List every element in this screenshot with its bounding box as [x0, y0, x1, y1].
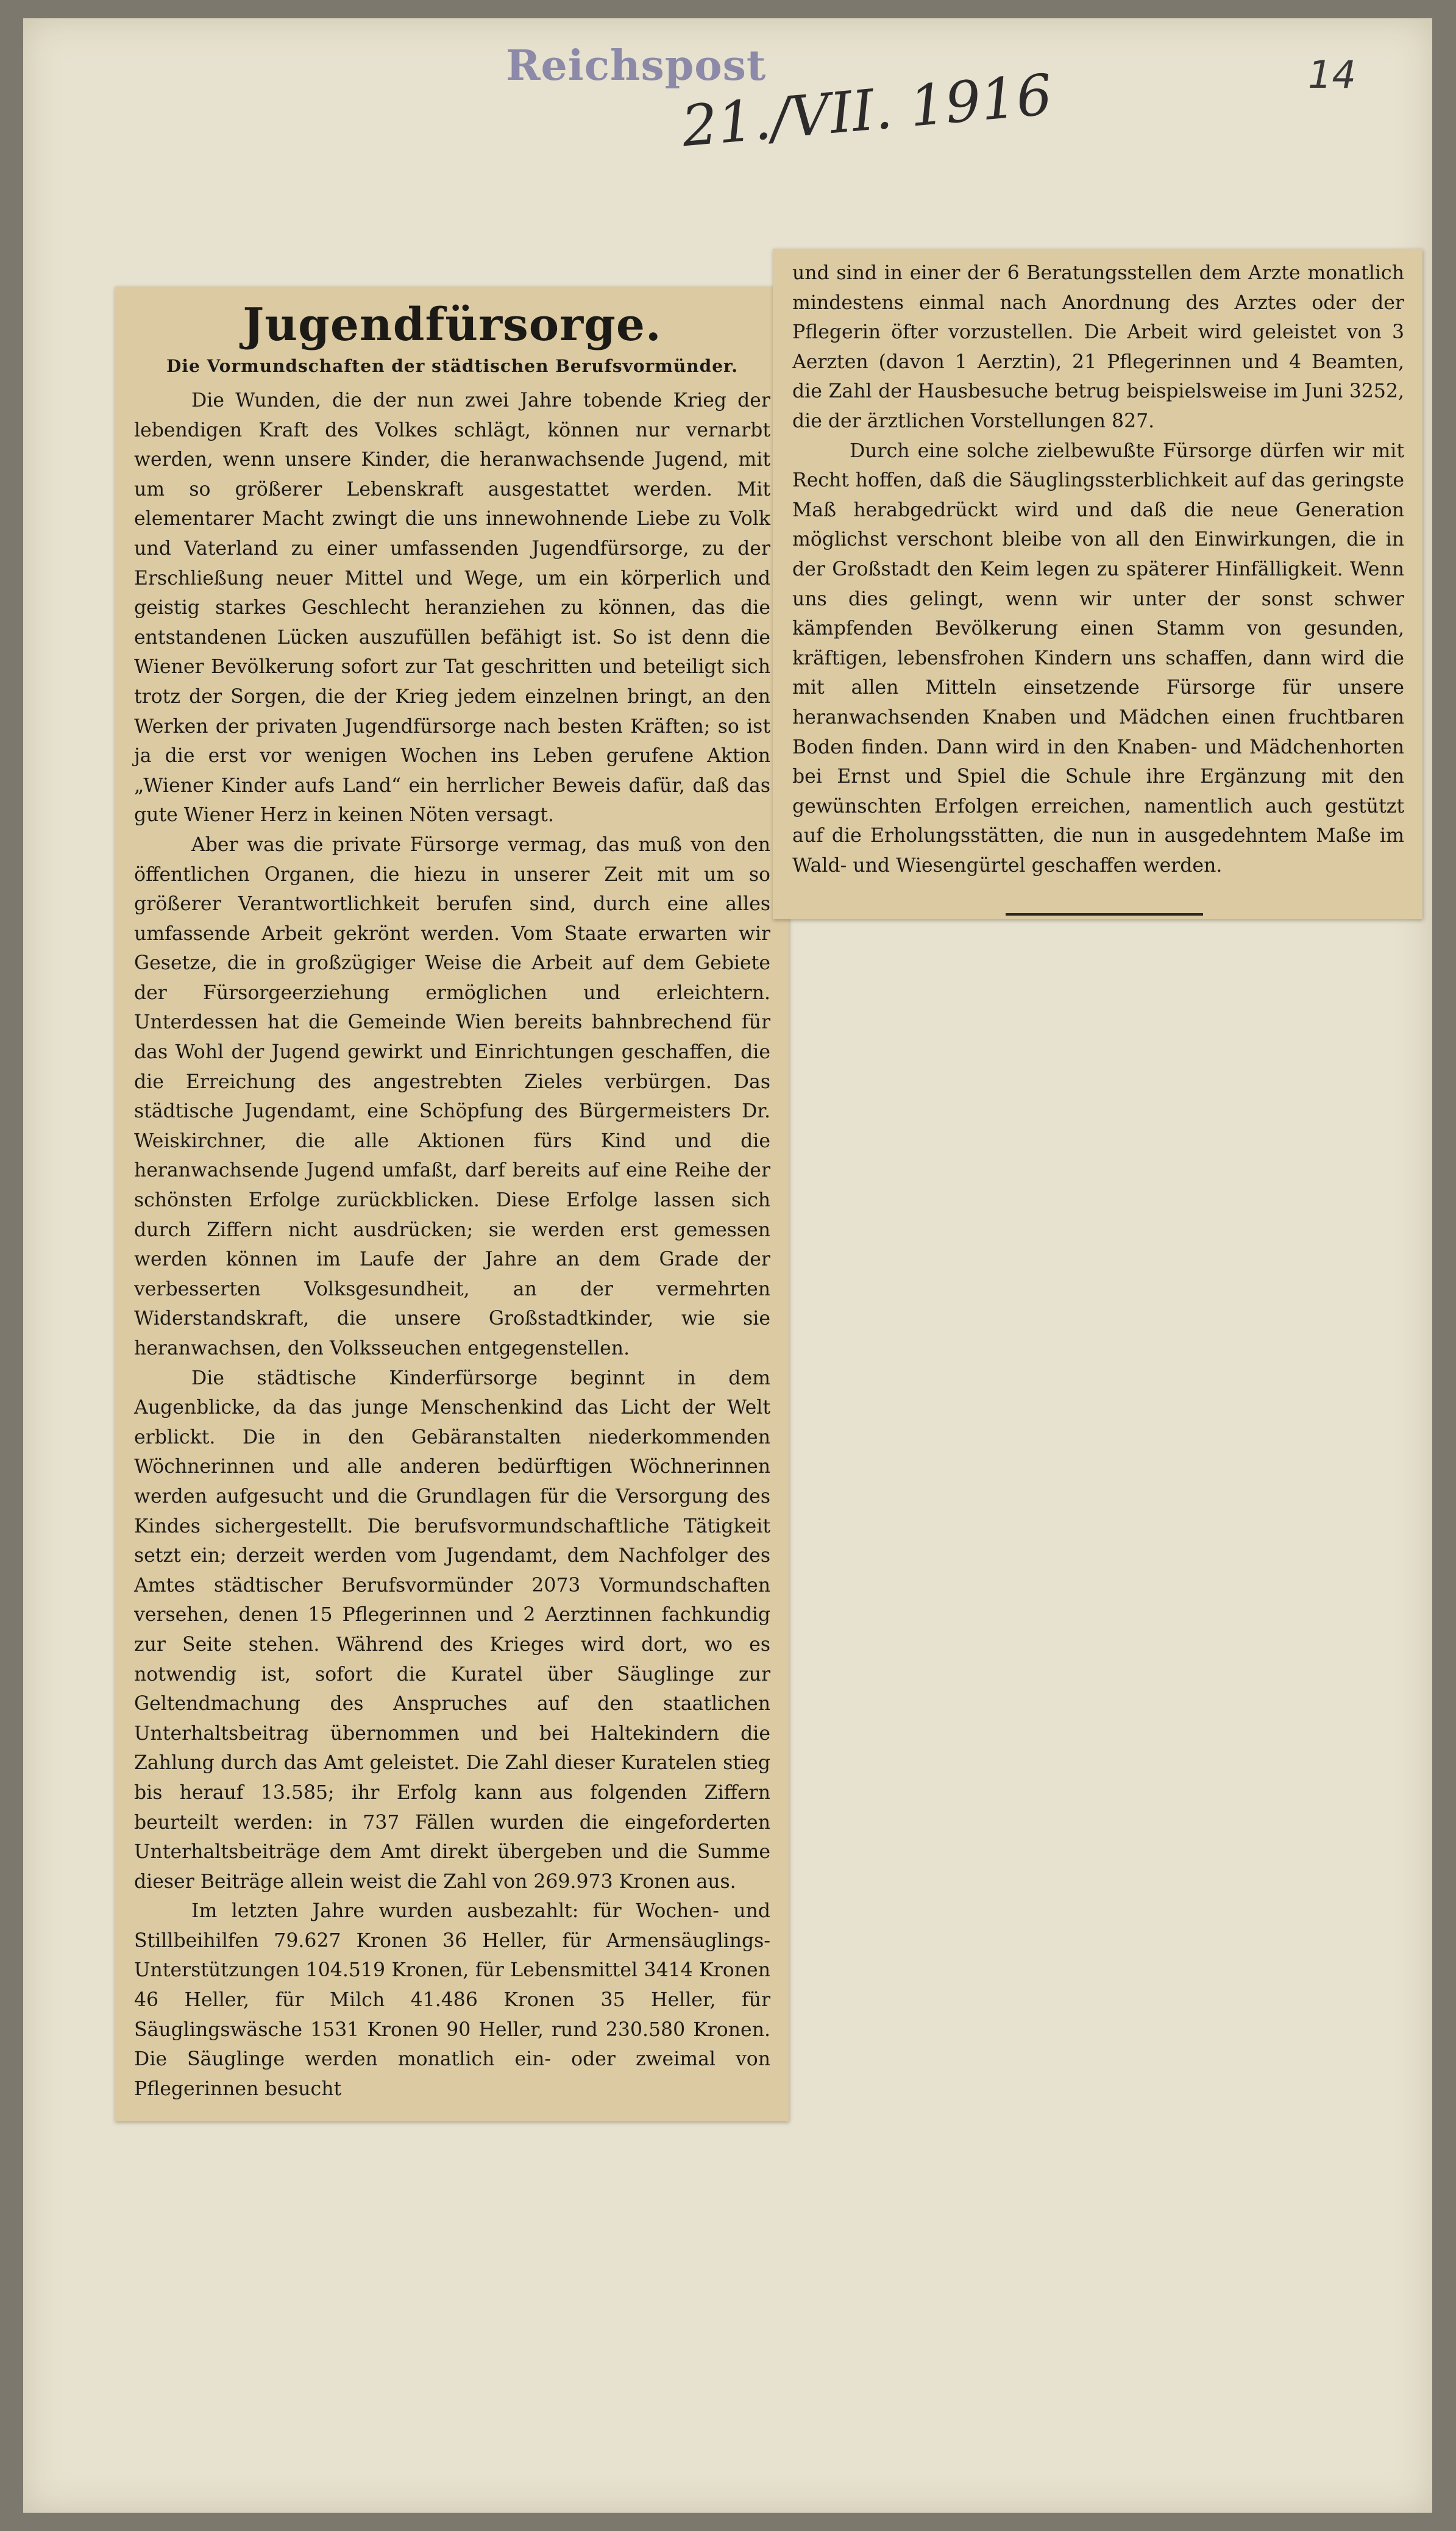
- paragraph: und sind in einer der 6 Beratungsstellen dem Arzte monatlich mindestens einmal nach Anordnung des Arztes oder der Pflegerin öfter vorzustellen. Die Arbeit wird geleistet von 3 Aerzten (davon 1 Aerztin), 21 Pflegerinnen und 4 Beamten, die Zahl der Hausbesuche betrug beispielsweise im Juni 3252, die der ärztlichen Vorstellungen 827.: [792, 262, 1404, 432]
- newspaper-stamp: Reichspost: [506, 41, 767, 90]
- paragraph: Die städtische Kinderfürsorge beginnt in dem Augenblicke, da das junge Menschenkind das Licht der Welt erblickt. Die in den Gebäranstalten niederkommenden Wöchnerinnen und alle anderen bedürftigen Wöchnerinnen werden aufgesucht und die Grundlagen für die Versorgung des Kindes sichergestellt. Die berufsvormundschaftliche Tätigkeit setzt ein; derzeit werden vom Jugendamt, dem Nachfolger des Amtes städtischer Berufsvormünder 2073 Vormundschaften versehen, denen 15 Pflegerinnen und 2 Aerztinnen fachkundig zur Seite stehen. Während des Krieges wird dort, wo es notwendig ist, sofort die Kuratel über Säuglinge zur Geltendmachung des Anspruches auf den staatlichen Unterhaltsbeitrag übernommen und bei Haltekindern die Zahlung durch das Amt geleistet. Die Zahl dieser Kuratelen stieg bis herauf 13.585; ihr Erfolg kann aus folgenden Ziffern beurteilt werden: in 737 Fällen wurden die eingeforderten Unterhaltsbeiträge dem Amt direkt übergeben und die Summe dieser Beiträge allein weist die Zahl von 269.973 Kronen aus.: [134, 1367, 770, 1893]
- article-end-rule: [1006, 913, 1203, 916]
- article-subheadline: Die Vormundschaften der städtischen Berufsvormünder.: [166, 356, 738, 376]
- paragraph: Im letzten Jahre wurden ausbezahlt: für Wochen- und Stillbeihilfen 79.627 Kronen 36 Heller, für Armensäuglings-Unterstützungen 104.519 Kronen, für Lebensmittel 3414 Kronen 46 Heller, für Milch 41.486 Kronen 35 Heller, für Säuglingswäsche 1531 Kronen 90 Heller, rund 230.580 Kronen. Die Säuglinge werden monatlich ein- oder zweimal von Pflegerinnen besucht: [134, 1900, 770, 2100]
- paragraph: Aber was die private Fürsorge vermag, das muß von den öffentlichen Organen, die hiezu in unserer Zeit mit um so größerer Verantwortlichkeit berufen sind, durch eine alles umfassende Arbeit gekrönt werden. Vom Staate erwarten wir Gesetze, die in großzügiger Weise die Arbeit auf dem Gebiete der Fürsorgeerziehung ermöglichen und erleichtern. Unterdessen hat die Gemeinde Wien bereits bahnbrechend für das Wohl der Jugend gewirkt und Einrichtungen geschaffen, die die Erreichung des angestrebten Zieles verbürgen. Das städtische Jugendamt, eine Schöpfung des Bürgermeisters Dr. Weiskirchner, die alle Aktionen fürs Kind und die heranwachsende Jugend umfaßt, darf bereits auf eine Reihe der schönsten Erfolge zurückblicken. Diese Erfolge lassen sich durch Ziffern nicht ausdrücken; sie werden erst gemessen werden können im Laufe der Jahre an dem Grade der verbesserten Volksgesundheit, an der vermehrten Widerstandskraft, die unsere Großstadtkinder, wie sie heranwachsen, den Volksseuchen entgegenstellen.: [134, 833, 770, 1359]
- handwritten-date: 21./VII. 1916: [679, 62, 1055, 160]
- clipping-left-column: [115, 287, 789, 2121]
- paragraph: Die Wunden, die der nun zwei Jahre tobende Krieg der lebendigen Kraft des Volkes schlägt, können nur vernarbt werden, wenn unsere Kinder, die heranwachsende Jugend, mit um so größerer Lebenskraft ausgestattet werden. Mit elementarer Macht zwingt die uns innewohnende Liebe zu Volk und Vaterland zu einer umfassenden Jugendfürsorge, zu der Erschließung neuer Mittel und Wege, um ein körperlich und geistig starkes Geschlecht heranziehen zu können, das die entstandenen Lücken auszufüllen befähigt ist. So ist denn die Wiener Bevölkerung sofort zur Tat geschritten und beteiligt sich trotz der Sorgen, die der Krieg jedem einzelnen bringt, an den Werken der privaten Jugendfürsorge nach besten Kräften; so ist ja die erst vor wenigen Wochen ins Leben gerufene Aktion „Wiener Kinder aufs Land“ ein herrlicher Beweis dafür, daß das gute Wiener Herz in keinen Nöten versagt.: [134, 390, 770, 827]
- handwritten-page-number: 14: [1308, 52, 1356, 97]
- paragraph: Durch eine solche zielbewußte Fürsorge dürfen wir mit Recht hoffen, daß die Säuglingssterblichkeit auf das geringste Maß herabgedrückt wird und daß die neue Generation möglichst verschont bleibe von all den Einwirkungen, die in der Großstadt den Keim legen zu späterer Hinfälligkeit. Wenn uns dies gelingt, wenn wir unter der sonst schwer kämpfenden Bevölkerung einen Stamm von gesunden, kräftigen, lebensfrohen Kindern uns schaffen, dann wird die mit allen Mitteln einsetzende Fürsorge für unsere heranwachsenden Knaben und Mädchen einen fruchtbaren Boden finden. Dann wird in den Knaben- und Mädchenhorten bei Ernst und Spiel die Schule ihre Ergänzung mit den gewünschten Erfolgen erreichen, namentlich auch gestützt auf die Erholungsstätten, die nun in ausgedehntem Maße im Wald- und Wiesengürtel geschaffen werden.: [792, 440, 1404, 877]
- clipping-right-column: [773, 249, 1422, 919]
- article-headline: Jugendfürsorge.: [243, 299, 662, 351]
